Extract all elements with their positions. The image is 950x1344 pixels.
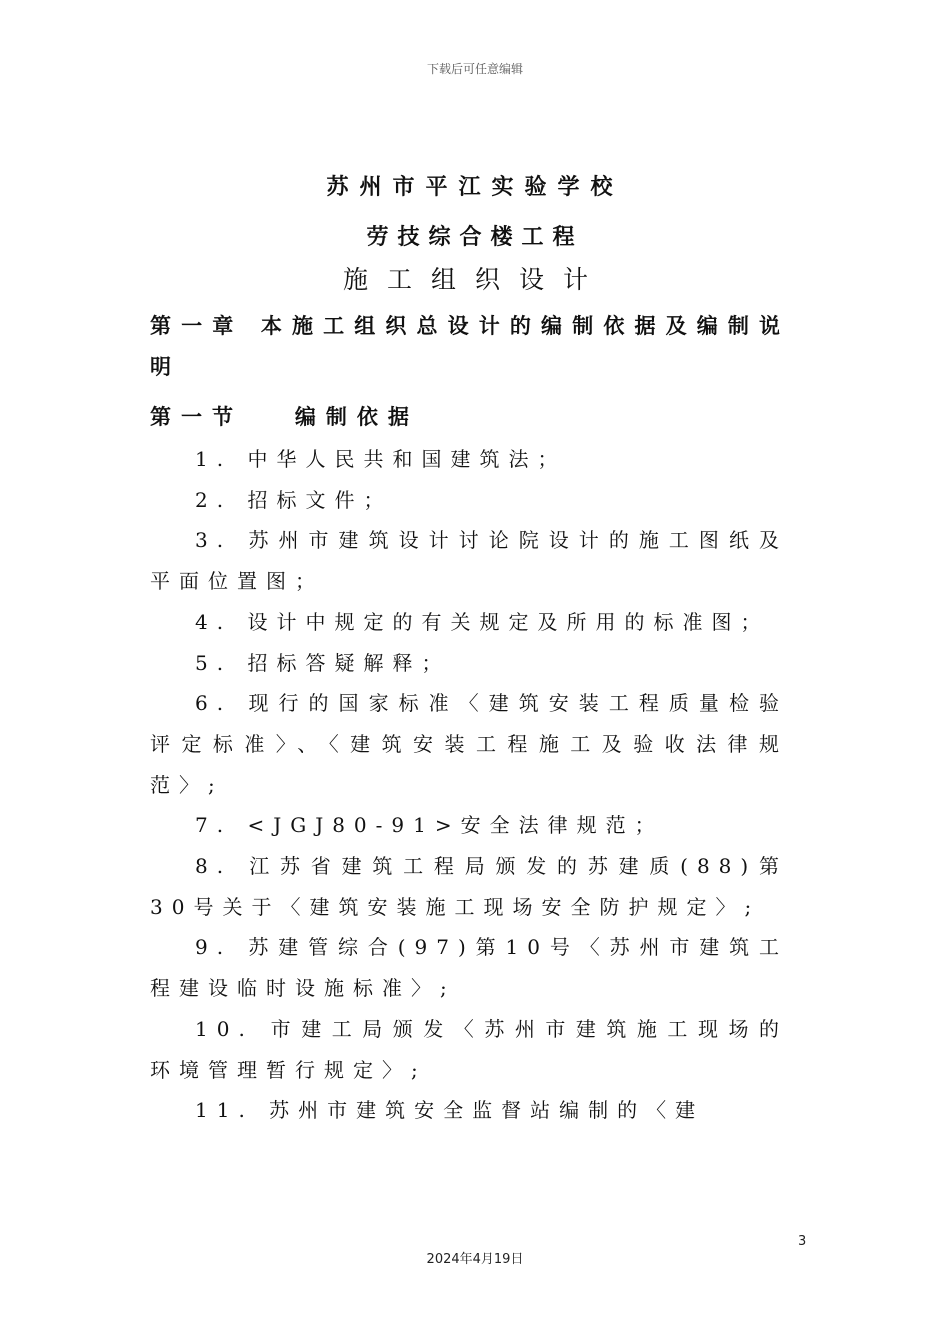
header-note: 下载后可任意编辑 bbox=[426, 62, 523, 76]
list-item: 8. 江苏省建筑工程局颁发的苏建质(88)第30号关于〈建筑安装施工现场安全防护规定〉; bbox=[150, 854, 788, 919]
list-item: 6. 现行的国家标准〈建筑安装工程质量检验评定标准〉、〈建筑安装工程施工及验收法律规范〉; bbox=[150, 691, 788, 797]
list-item: 7. <JGJ80-91>安全法律规范； bbox=[195, 813, 664, 838]
title-doc-type: 施工组织设计 bbox=[342, 265, 607, 294]
list-item: 10. 市建工局颁发〈苏州市建筑施工现场的环境管理暂行规定〉; bbox=[150, 1016, 788, 1082]
list-item: 11. 苏州市建筑安全监督站编制的〈建 bbox=[195, 1098, 705, 1123]
title-project: 劳技综合楼工程 bbox=[366, 225, 584, 250]
basis-list bbox=[150, 439, 788, 1131]
list-item: 1. 中华人民共和国建筑法； bbox=[195, 447, 567, 471]
list-item: 5. 招标答疑解释； bbox=[195, 650, 451, 675]
chapter-heading: 第一章 本施工组织总设计的编制依据及编制说明 bbox=[150, 314, 790, 379]
list-item: 4. 设计中规定的有关规定及所用的标准图； bbox=[195, 609, 770, 634]
list-item: 2. 招标文件； bbox=[195, 487, 393, 512]
list-item: 9. 苏建管综合(97)第10号〈苏州市建筑工程建设临时设施标准〉; bbox=[150, 935, 788, 1001]
title-school: 苏州市平江实验学校 bbox=[326, 175, 624, 200]
section-heading: 第一节 编制依据 bbox=[150, 405, 419, 429]
list-item: 3. 苏州市建筑设计讨论院设计的施工图纸及平面位置图； bbox=[150, 528, 788, 594]
page-number: 3 bbox=[798, 1234, 807, 1249]
footer-date: 2024年4月19日 bbox=[426, 1252, 524, 1267]
